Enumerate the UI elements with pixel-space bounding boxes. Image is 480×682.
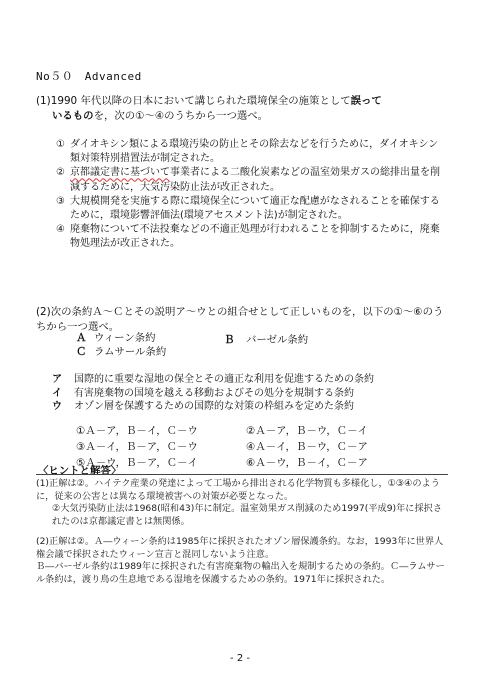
q1-option-4: ④ 廃棄物について不法投棄などの不適正処理が行われることを抑制するために，廃棄物処理法が改正された。: [56, 224, 440, 250]
description-a: ア 国際的に重要な湿地の保全とその適正な利用を促進するための条約: [52, 374, 374, 385]
question-1-stem: [36, 94, 446, 123]
page-title: No５０ Advanced: [36, 70, 142, 83]
choice-row-2: ③Ａ－イ，Ｂ－ア，Ｃ－ウ ④Ａ－イ，Ｂ－ウ，Ｃ－ア: [76, 441, 368, 453]
q1-options: [56, 138, 448, 252]
q2-choices: [76, 423, 416, 471]
q1-option-3: ③ 大規模開発を実施する際に環境保全について適正な配慮がなされることを確保するために，環境影響評価法(環境アセスメント法)が制定された。: [56, 195, 440, 222]
description-i: イ 有害廃棄物の国境を越える移動およびその処分を規制する条約: [52, 387, 354, 399]
hint-heading: 〈ヒントと解答〉: [38, 465, 122, 477]
treaty-b: Ｂ バーゼル条約: [224, 334, 309, 346]
description-u: ウ オゾン層を保護するための国際的な対策の枠組みを定めた条約: [52, 401, 354, 412]
q1-stem-bold-head: いるもの: [52, 109, 94, 122]
treaty-list-left: [76, 331, 166, 359]
treaty-descriptions: [52, 373, 452, 414]
choice-row-1: ①Ａ－ア，Ｂ－イ，Ｃ－ウ ②Ａ－ア，Ｂ－ウ，Ｃ－イ: [76, 425, 368, 437]
q1-option-1: ① ダイオキシン類による環境汚染の防止とその除去などを行うために，ダイオキシン類対策特別措置法が制定された。: [56, 139, 439, 165]
q1-option-2-text: 京都議定書に基づいて事業者による二酸化炭素などの温室効果ガスの総排出量を削減するために，大気汚染防止法が改正された。: [70, 167, 440, 193]
hint-answer-1: (1)正解は②。ハイテク産業の発達によって工場から排出される化学物質も多様化し，①③④のように，従来の公害とは異なる環境被害への対策が必要となった。 ②大気汚染防止法は1968(昭和43)年に制定。温室効果ガス削減のため1997(平成9)年に採択されたのは京都議定書とは無関係。: [36, 478, 443, 528]
hint-divider: [36, 474, 448, 475]
treaty-c: Ｃ ラムサール条約: [76, 346, 167, 358]
hint-answer-2: (2)正解は②。Ａ―ウィーン条約は1985年に採択されたオゾン層保護条約。なお，1993年に世界人権会議で採択されたウィーン宣言と混同しないよう注意。 Ｂ―バーゼル条約は1989年に採択された有害廃棄物の輸出入を規制するための条約。Ｃ―ラムサール条約は，渡り鳥の生息地である湿地を保護するための条約。1971年に採択された。: [36, 536, 445, 586]
page-number: - 2 -: [230, 653, 250, 664]
q1-stem-bold-tail: 誤って: [350, 95, 382, 107]
q1-option-2: ② 京都議定書に基づいて事業者による二酸化炭素などの温室効果ガスの総排出量を削減するために，大気汚染防止法が改正された。: [56, 166, 448, 194]
question-2-stem: (2)次の条約Ａ～Ｃとその説明ア～ウとの組合せとして正しいものを，以下の①～⑥のうちから一つ選べ。: [36, 306, 444, 333]
q1-stem-rest: を，次の①～④のうちから一つ選べ。: [93, 109, 269, 122]
choice-row-3: ⑤Ａ－ウ，Ｂ－ア，Ｃ－イ ⑥Ａ－ウ，Ｂ－イ，Ｃ－ア: [76, 457, 368, 469]
q1-stem-line1: (1)1990 年代以降の日本において講じられた環境保全の施策として: [36, 95, 351, 107]
treaty-a: Ａ ウィーン条約: [76, 332, 156, 344]
